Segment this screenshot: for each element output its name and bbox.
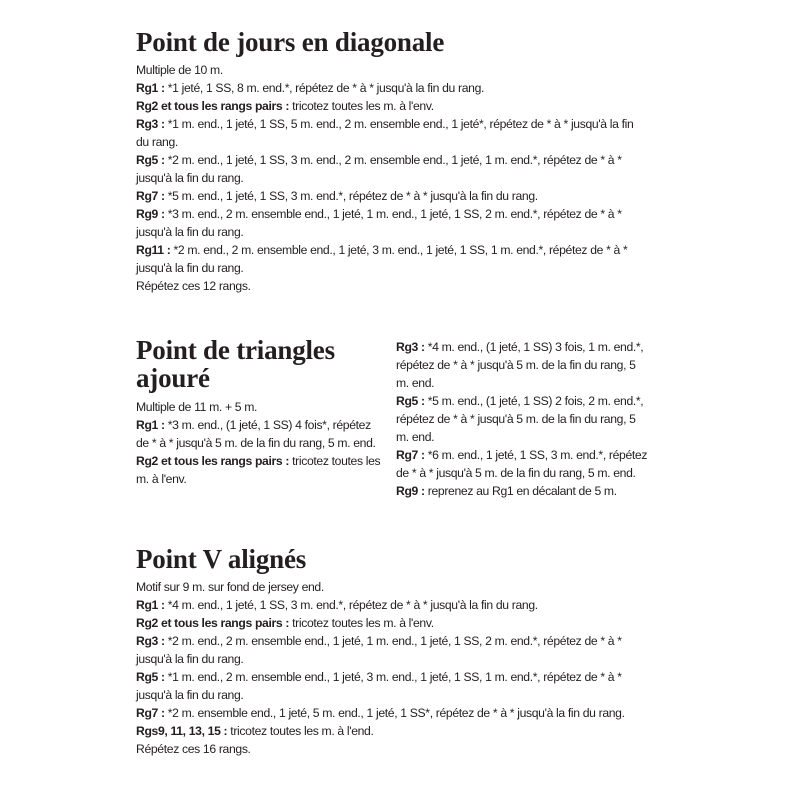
- row-text: *6 m. end., 1 jeté, 1 SS, 3 m. end.*, répétez de * à * jusqu'à 5 m. de la fin du rang, 5 m. end.: [396, 448, 648, 480]
- row-instruction: [396, 446, 648, 482]
- row-label: Rg2 et tous les rangs pairs :: [136, 454, 290, 468]
- section-point-de-jours-en-diagonale: [136, 28, 646, 295]
- row-instruction: [136, 187, 646, 205]
- row-text: *2 m. end., 2 m. ensemble end., 1 jeté, 1 m. end., 1 jeté, 1 SS, 2 m. end.*, répétez de * à * jusqu'à la fin du rang.: [136, 634, 622, 666]
- row-instruction: [136, 241, 646, 277]
- row-label: Rg7 :: [136, 706, 165, 720]
- row-instruction: [396, 482, 648, 500]
- intro-text: Multiple de 11 m. + 5 m.: [136, 400, 258, 414]
- row-text: *3 m. end., 2 m. ensemble end., 1 jeté, 1 m. end., 1 jeté, 1 SS, 2 m. end.*, répétez de * à * jusqu'à la fin du rang.: [136, 207, 622, 239]
- column-left: [136, 336, 382, 488]
- row-label: Rg2 et tous les rangs pairs :: [136, 616, 290, 630]
- row-text: tricotez toutes les m. à l'env.: [289, 99, 434, 113]
- row-text: *5 m. end., 1 jeté, 1 SS, 3 m. end.*, répétez de * à * jusqu'à la fin du rang.: [164, 189, 538, 203]
- row-label: Rg9 :: [136, 207, 165, 221]
- row-text: *2 m. ensemble end., 1 jeté, 5 m. end., 1 jeté, 1 SS*, répétez de * à * jusqu'à la fin du rang.: [164, 706, 625, 720]
- row-label: Rg3 :: [136, 634, 165, 648]
- row-text: *2 m. end., 2 m. ensemble end., 1 jeté, 3 m. end., 1 jeté, 1 SS, 1 m. end.*, répétez de * à * jusqu'à la fin du rang.: [136, 243, 628, 275]
- section-title: Point de triangles ajouré: [136, 335, 335, 393]
- row-text: *4 m. end., 1 jeté, 1 SS, 3 m. end.*, répétez de * à * jusqu'à la fin du rang.: [164, 598, 538, 612]
- row-instruction: [136, 151, 646, 187]
- row-text: tricotez toutes les m. à l'env.: [136, 454, 381, 486]
- intro-text: Multiple de 10 m.: [136, 63, 223, 77]
- row-instruction: [136, 704, 646, 722]
- row-instruction: [396, 338, 648, 392]
- section-point-v-alignes: [136, 545, 646, 758]
- row-label: Rg5 :: [396, 394, 425, 408]
- row-text: *2 m. end., 1 jeté, 1 SS, 3 m. end., 2 m. ensemble end., 1 jeté, 1 m. end.*, répétez de * à * jusqu'à la fin du rang.: [136, 153, 622, 185]
- row-instruction: [136, 97, 646, 115]
- row-label: Rgs9, 11, 13, 15 :: [136, 724, 228, 738]
- section-title: Point V alignés: [136, 544, 307, 574]
- row-label: Rg7 :: [136, 189, 165, 203]
- row-instruction: [136, 115, 646, 151]
- row-text: *1 m. end., 1 jeté, 1 SS, 5 m. end., 2 m. ensemble end., 1 jeté*, répétez de * à * jusqu'à la fin du rang.: [136, 117, 634, 149]
- row-text: tricotez toutes les m. à l'end.: [227, 724, 374, 738]
- row-instruction: [136, 668, 646, 704]
- row-instruction: [136, 632, 646, 668]
- row-label: Rg1 :: [136, 81, 165, 95]
- row-text: *4 m. end., (1 jeté, 1 SS) 3 fois, 1 m. end.*, répétez de * à * jusqu'à 5 m. de la fin du rang, 5 m. end.: [396, 340, 644, 390]
- section-title: Point de jours en diagonale: [136, 27, 445, 57]
- row-text: *1 m. end., 2 m. ensemble end., 1 jeté, 3 m. end., 1 jeté, 1 SS, 1 m. end.*, répétez de * à * jusqu'à la fin du rang.: [136, 670, 622, 702]
- row-instruction: [136, 614, 646, 632]
- row-instruction: [136, 596, 646, 614]
- row-instruction: [136, 416, 382, 452]
- row-label: Rg11 :: [136, 243, 171, 257]
- outro-text: Répétez ces 16 rangs.: [136, 742, 251, 756]
- row-label: Rg7 :: [396, 448, 425, 462]
- row-label: Rg1 :: [136, 598, 165, 612]
- row-instruction: [396, 392, 648, 446]
- row-label: Rg1 :: [136, 418, 165, 432]
- row-label: Rg3 :: [396, 340, 425, 354]
- row-text: *5 m. end., (1 jeté, 1 SS) 2 fois, 2 m. end.*, répétez de * à * jusqu'à 5 m. de la fin du rang, 5 m. end.: [396, 394, 644, 444]
- row-instruction: [136, 452, 382, 488]
- row-label: Rg5 :: [136, 670, 165, 684]
- intro-text: Motif sur 9 m. sur fond de jersey end.: [136, 580, 324, 594]
- column-right: [396, 338, 648, 500]
- row-text: *3 m. end., (1 jeté, 1 SS) 4 fois*, répétez de * à * jusqu'à 5 m. de la fin du rang, 5 m. end.: [136, 418, 376, 450]
- row-text: reprenez au Rg1 en décalant de 5 m.: [424, 484, 617, 498]
- outro-text: Répétez ces 12 rangs.: [136, 279, 251, 293]
- row-instruction: [136, 205, 646, 241]
- row-text: tricotez toutes les m. à l'env.: [289, 616, 434, 630]
- row-label: Rg9 :: [396, 484, 425, 498]
- row-label: Rg5 :: [136, 153, 165, 167]
- row-instruction: [136, 79, 646, 97]
- row-label: Rg2 et tous les rangs pairs :: [136, 99, 290, 113]
- row-text: *1 jeté, 1 SS, 8 m. end.*, répétez de * à * jusqu'à la fin du rang.: [164, 81, 485, 95]
- row-label: Rg3 :: [136, 117, 165, 131]
- row-instruction: [136, 722, 646, 740]
